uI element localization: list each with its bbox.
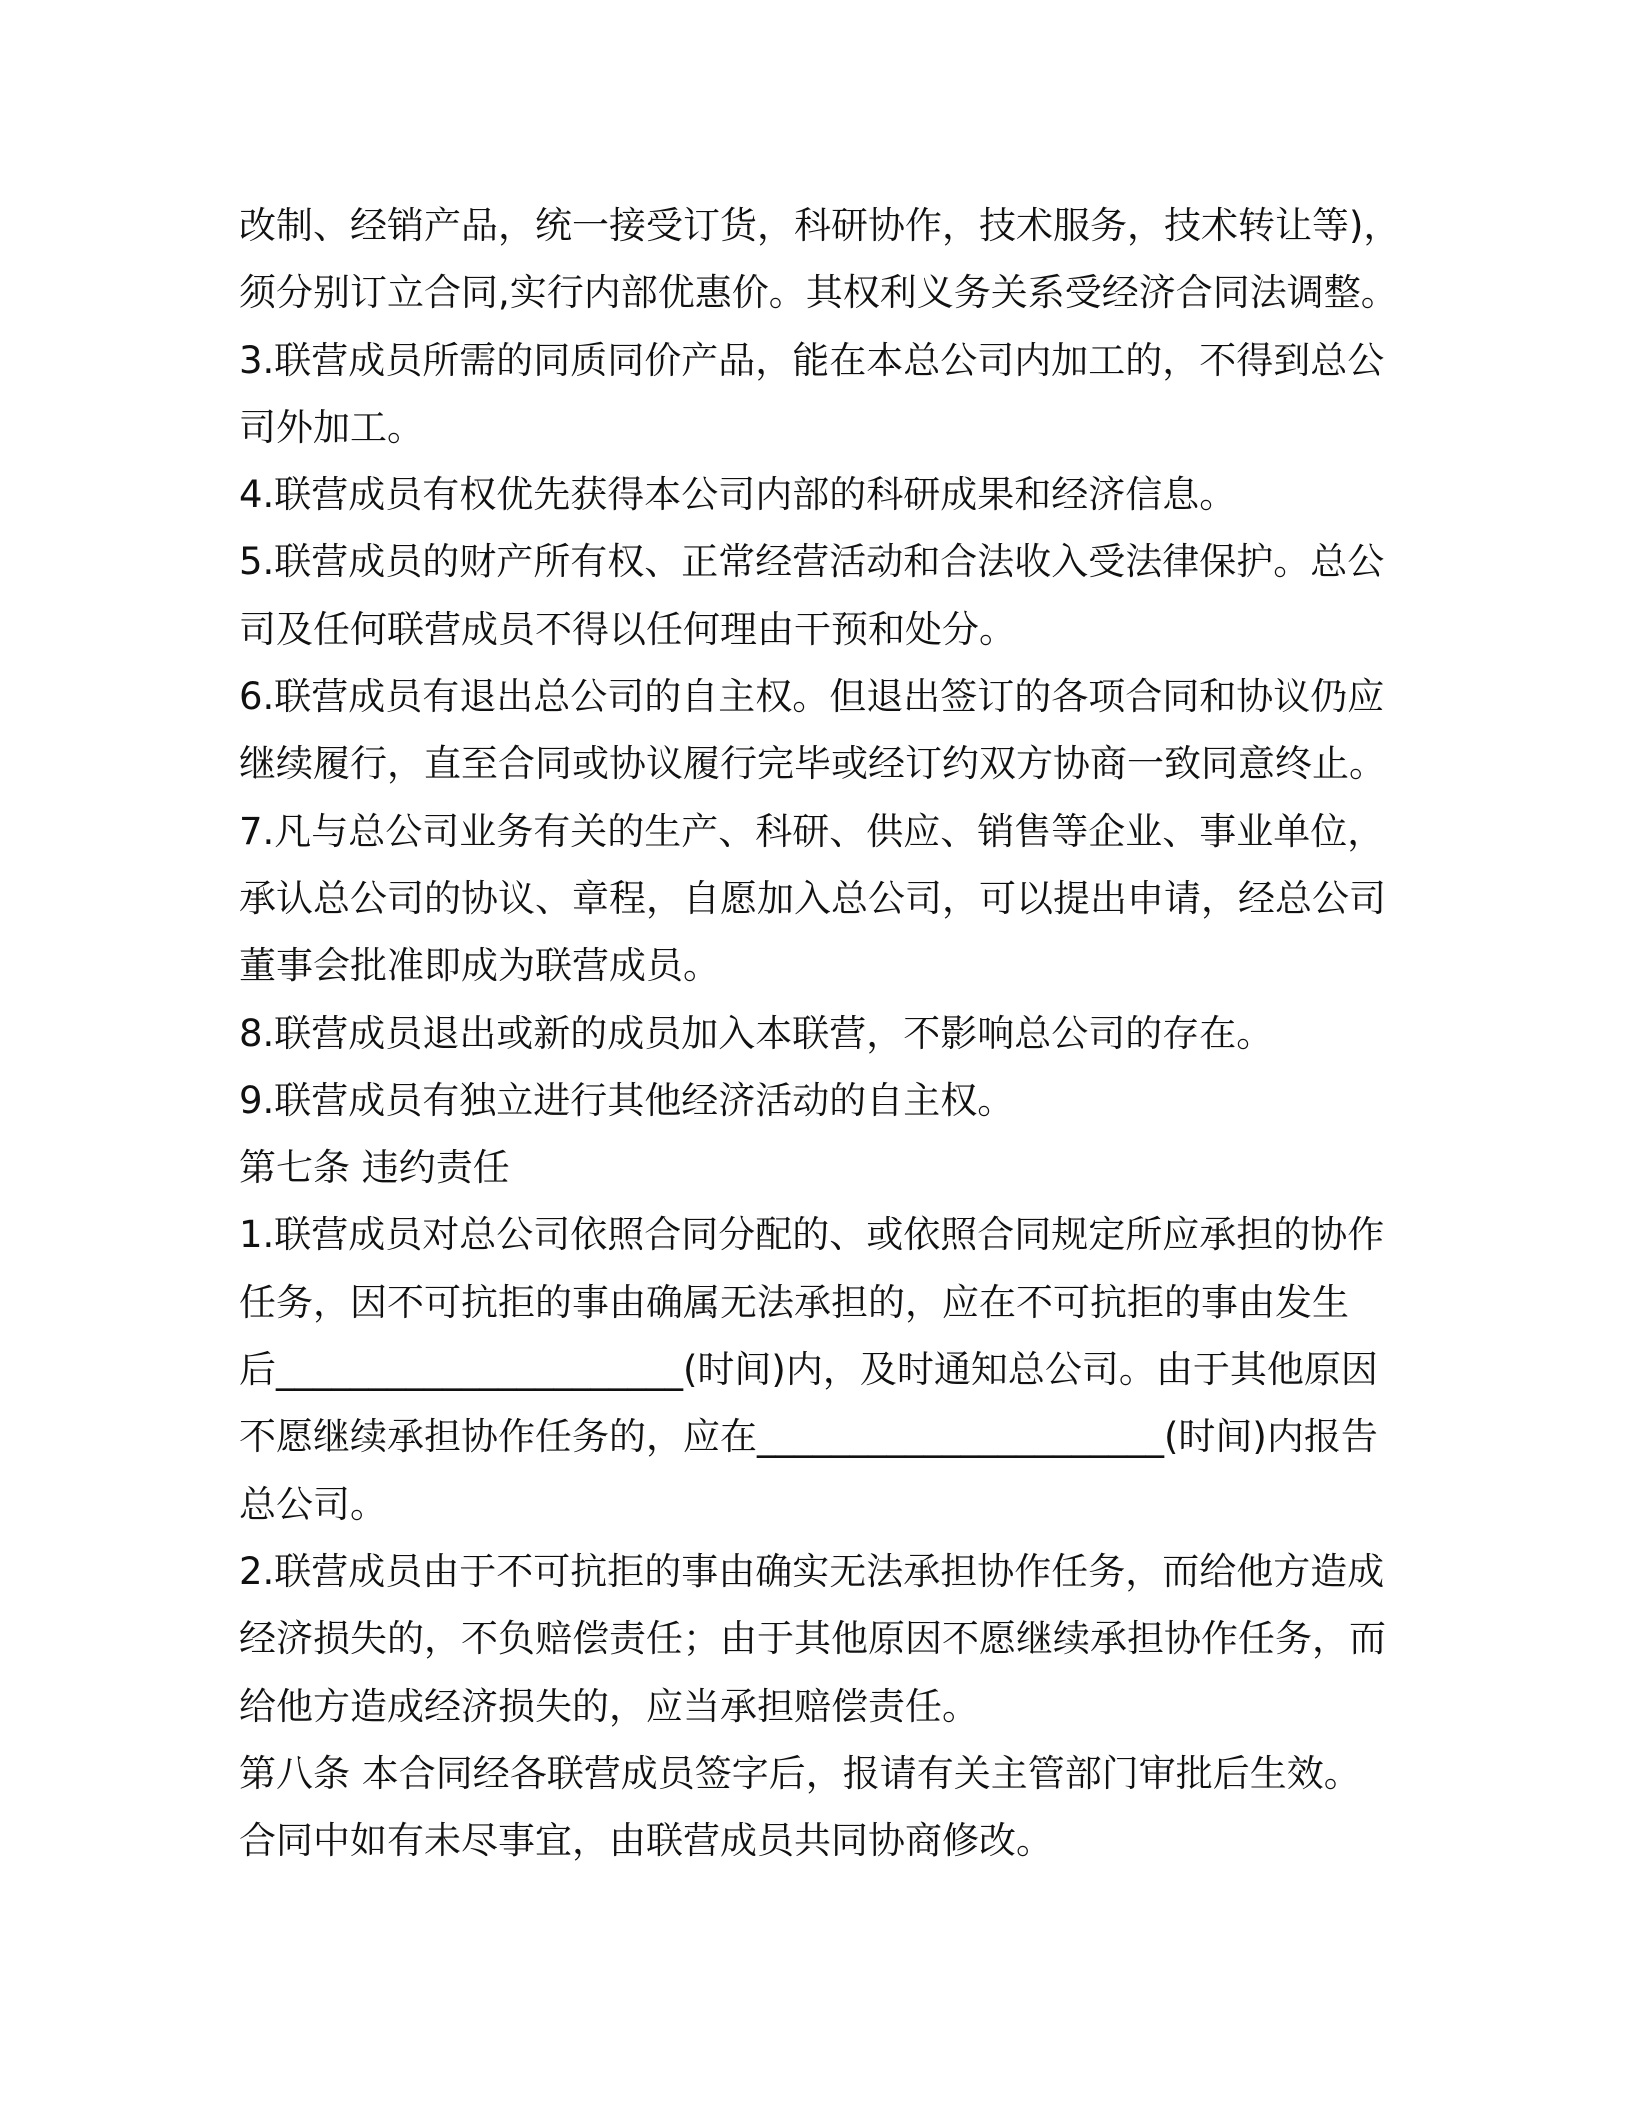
text-line: 司及任何联营成员不得以任何理由干预和处分。 xyxy=(239,607,1016,651)
text-line: 后______________________(时间)内，及时通知总公司。由于其他原因 xyxy=(239,1348,1378,1392)
text-line: 承认总公司的协议、章程，自愿加入总公司，可以提出申请，经总公司 xyxy=(239,876,1386,920)
text-line: 1.联营成员对总公司依照合同分配的、或依照合同规定所应承担的协作 xyxy=(239,1213,1385,1257)
text-line: 合同中如有未尽事宜，由联营成员共同协商修改。 xyxy=(239,1819,1053,1863)
text-line: 任务，因不可抗拒的事由确属无法承担的，应在不可抗拒的事由发生 xyxy=(239,1280,1349,1324)
text-line: 6.联营成员有退出总公司的自主权。但退出签订的各项合同和协议仍应 xyxy=(239,675,1385,719)
text-line: 须分别订立合同,实行内部优惠价。其权利义务关系受经济合同法调整。 xyxy=(239,271,1398,315)
text-line: 司外加工。 xyxy=(239,405,424,449)
text-line: 4.联营成员有权优先获得本公司内部的科研成果和经济信息。 xyxy=(239,473,1237,517)
text-line: 3.联营成员所需的同质同价产品，能在本总公司内加工的，不得到总公 xyxy=(239,338,1385,382)
text-line: 5.联营成员的财产所有权、正常经营活动和合法收入受法律保护。总公 xyxy=(239,540,1385,584)
text-line: 改制、经销产品，统一接受订货，科研协作，技术服务，技术转让等)， xyxy=(239,204,1401,247)
text-line: 董事会批准即成为联营成员。 xyxy=(239,944,720,988)
text-line: 2.联营成员由于不可抗拒的事由确实无法承担协作任务，而给他方造成 xyxy=(239,1549,1385,1593)
text-line: 给他方造成经济损失的，应当承担赔偿责任。 xyxy=(239,1684,979,1728)
text-line: 总公司。 xyxy=(239,1482,387,1526)
section-heading: 第七条 违约责任 xyxy=(239,1146,510,1190)
text-line: 不愿继续承担协作任务的，应在______________________(时间)内报告 xyxy=(239,1415,1378,1459)
text-line: 8.联营成员退出或新的成员加入本联营，不影响总公司的存在。 xyxy=(239,1011,1274,1055)
section-heading: 第八条 本合同经各联营成员签字后，报请有关主管部门审批后生效。 xyxy=(239,1751,1361,1795)
document-body xyxy=(239,192,1399,1874)
text-line: 经济损失的，不负赔偿责任；由于其他原因不愿继续承担协作任务，而 xyxy=(239,1617,1386,1661)
text-line: 9.联营成员有独立进行其他经济活动的自主权。 xyxy=(239,1078,1015,1122)
text-line: 7.凡与总公司业务有关的生产、科研、供应、销售等企业、事业单位， xyxy=(239,809,1385,853)
text-line: 继续履行，直至合同或协议履行完毕或经订约双方协商一致同意终止。 xyxy=(239,742,1386,786)
